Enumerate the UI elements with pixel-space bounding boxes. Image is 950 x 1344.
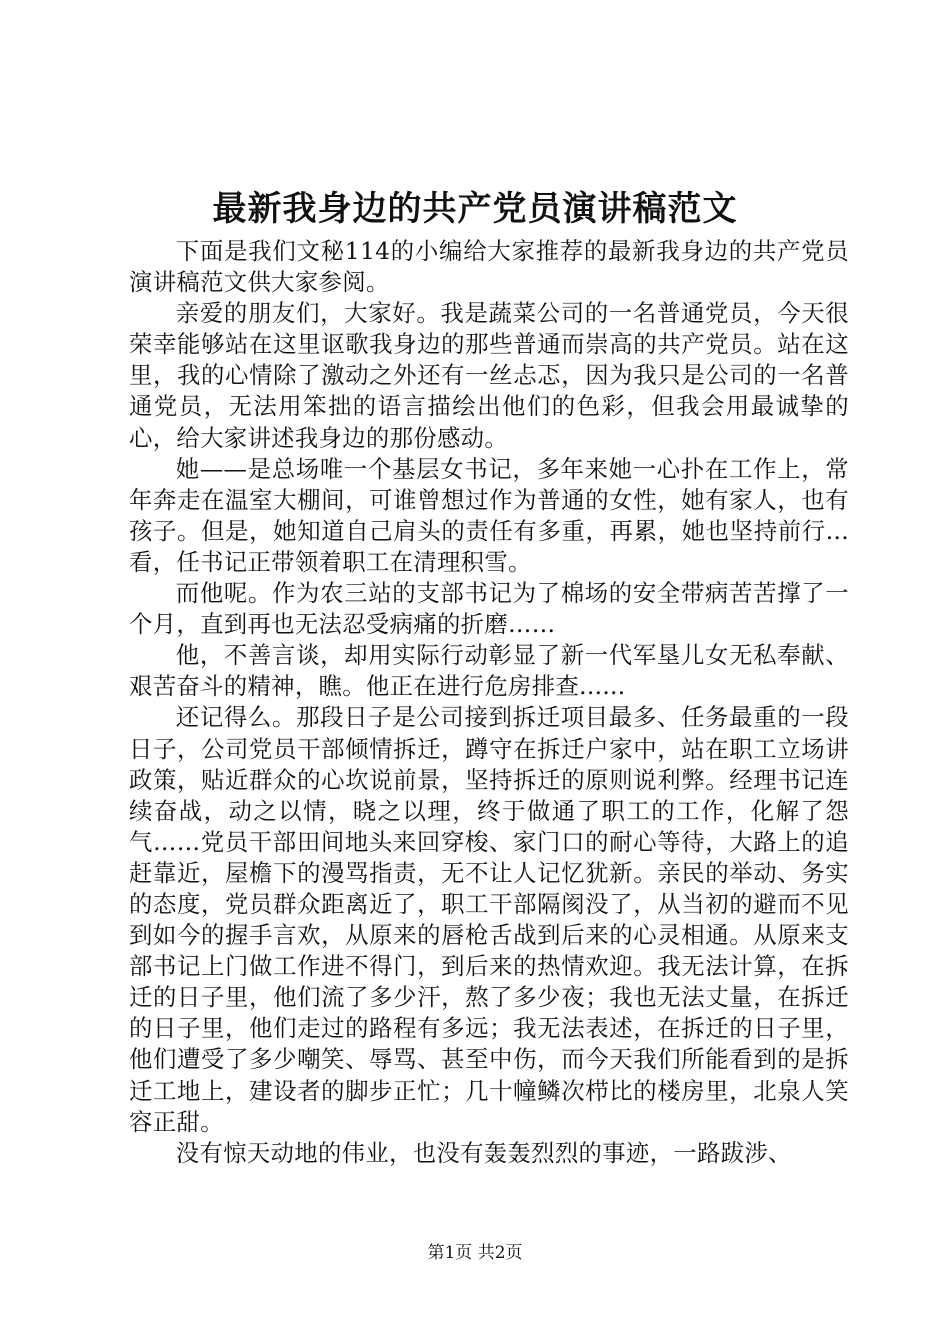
document-title: 最新我身边的共产党员演讲稿范文 [212,189,738,229]
paragraph-demolition: 还记得么。那段日子是公司接到拆迁项目最多、任务最重的一段日子，公司党员干部倾情拆迁，蹲守在拆迁户家中，站在职工立场讲政策，贴近群众的心坎说前景，坚持拆迁的原则说利弊。经理书记连续奋战，动之以情，晓之以理，终于做通了职工的工作，化解了怨气……党员干部田间地头来回穿梭、家门口的耐心等待，大路上的追赶靠近，屋檐下的漫骂指责，无不让人记忆犹新。亲民的举动、务实的态度，党员群众距离近了，职工干部隔阂没了，从当初的避而不见到如今的握手言欢，从原来的唇枪舌战到后来的心灵相通。从原来支部书记上门做工作进不得门，到后来的热情欢迎。我无法计算，在拆迁的日子里，他们流了多少汗，熬了多少夜；我也无法丈量，在拆迁的日子里，他们走过的路程有多远；我无法表述，在拆迁的日子里，他们遭受了多少嘲笑、辱骂、甚至中伤，而今天我们所能看到的是拆迁工地上，建设者的脚步正忙；几十幢鳞次栉比的楼房里，北泉人笑容正甜。 [129,703,849,1136]
paragraph-he-secretary: 而他呢。作为农三站的支部书记为了棉场的安全带病苦苦撑了一个月，直到再也无法忍受病痛的折磨…… [129,579,849,639]
paragraph-intro: 下面是我们文秘114的小编给大家推荐的最新我身边的共产党员演讲稿范文供大家参阅。 [129,237,849,297]
page-footer: 第1页 共2页 [427,1243,523,1263]
document-body [129,236,849,1169]
paragraph-she: 她——是总场唯一个基层女书记，多年来她一心扑在工作上，常年奔走在温室大棚间，可谁曾想过作为普通的女性，她有家人，也有孩子。但是，她知道自己肩头的责任有多重，再累，她也坚持前行...看，任书记正带领着职工在清理积雪。 [129,454,849,576]
paragraph-closing: 没有惊天动地的伟业，也没有轰轰烈烈的事迹，一路跋涉、 [175,1138,792,1167]
paragraph-he-inspection: 他，不善言谈，却用实际行动彰显了新一代军垦儿女无私奉献、艰苦奋斗的精神，瞧。他正在进行危房排查...... [129,641,849,701]
paragraph-greeting: 亲爱的朋友们，大家好。我是蔬菜公司的一名普通党员，今天很荣幸能够站在这里讴歌我身边的那些普通而崇高的共产党员。站在这里，我的心情除了激动之外还有一丝忐忑，因为我只是公司的一名普通党员，无法用笨拙的语言描绘出他们的色彩，但我会用最诚挚的心，给大家讲述我身边的那份感动。 [129,299,849,452]
